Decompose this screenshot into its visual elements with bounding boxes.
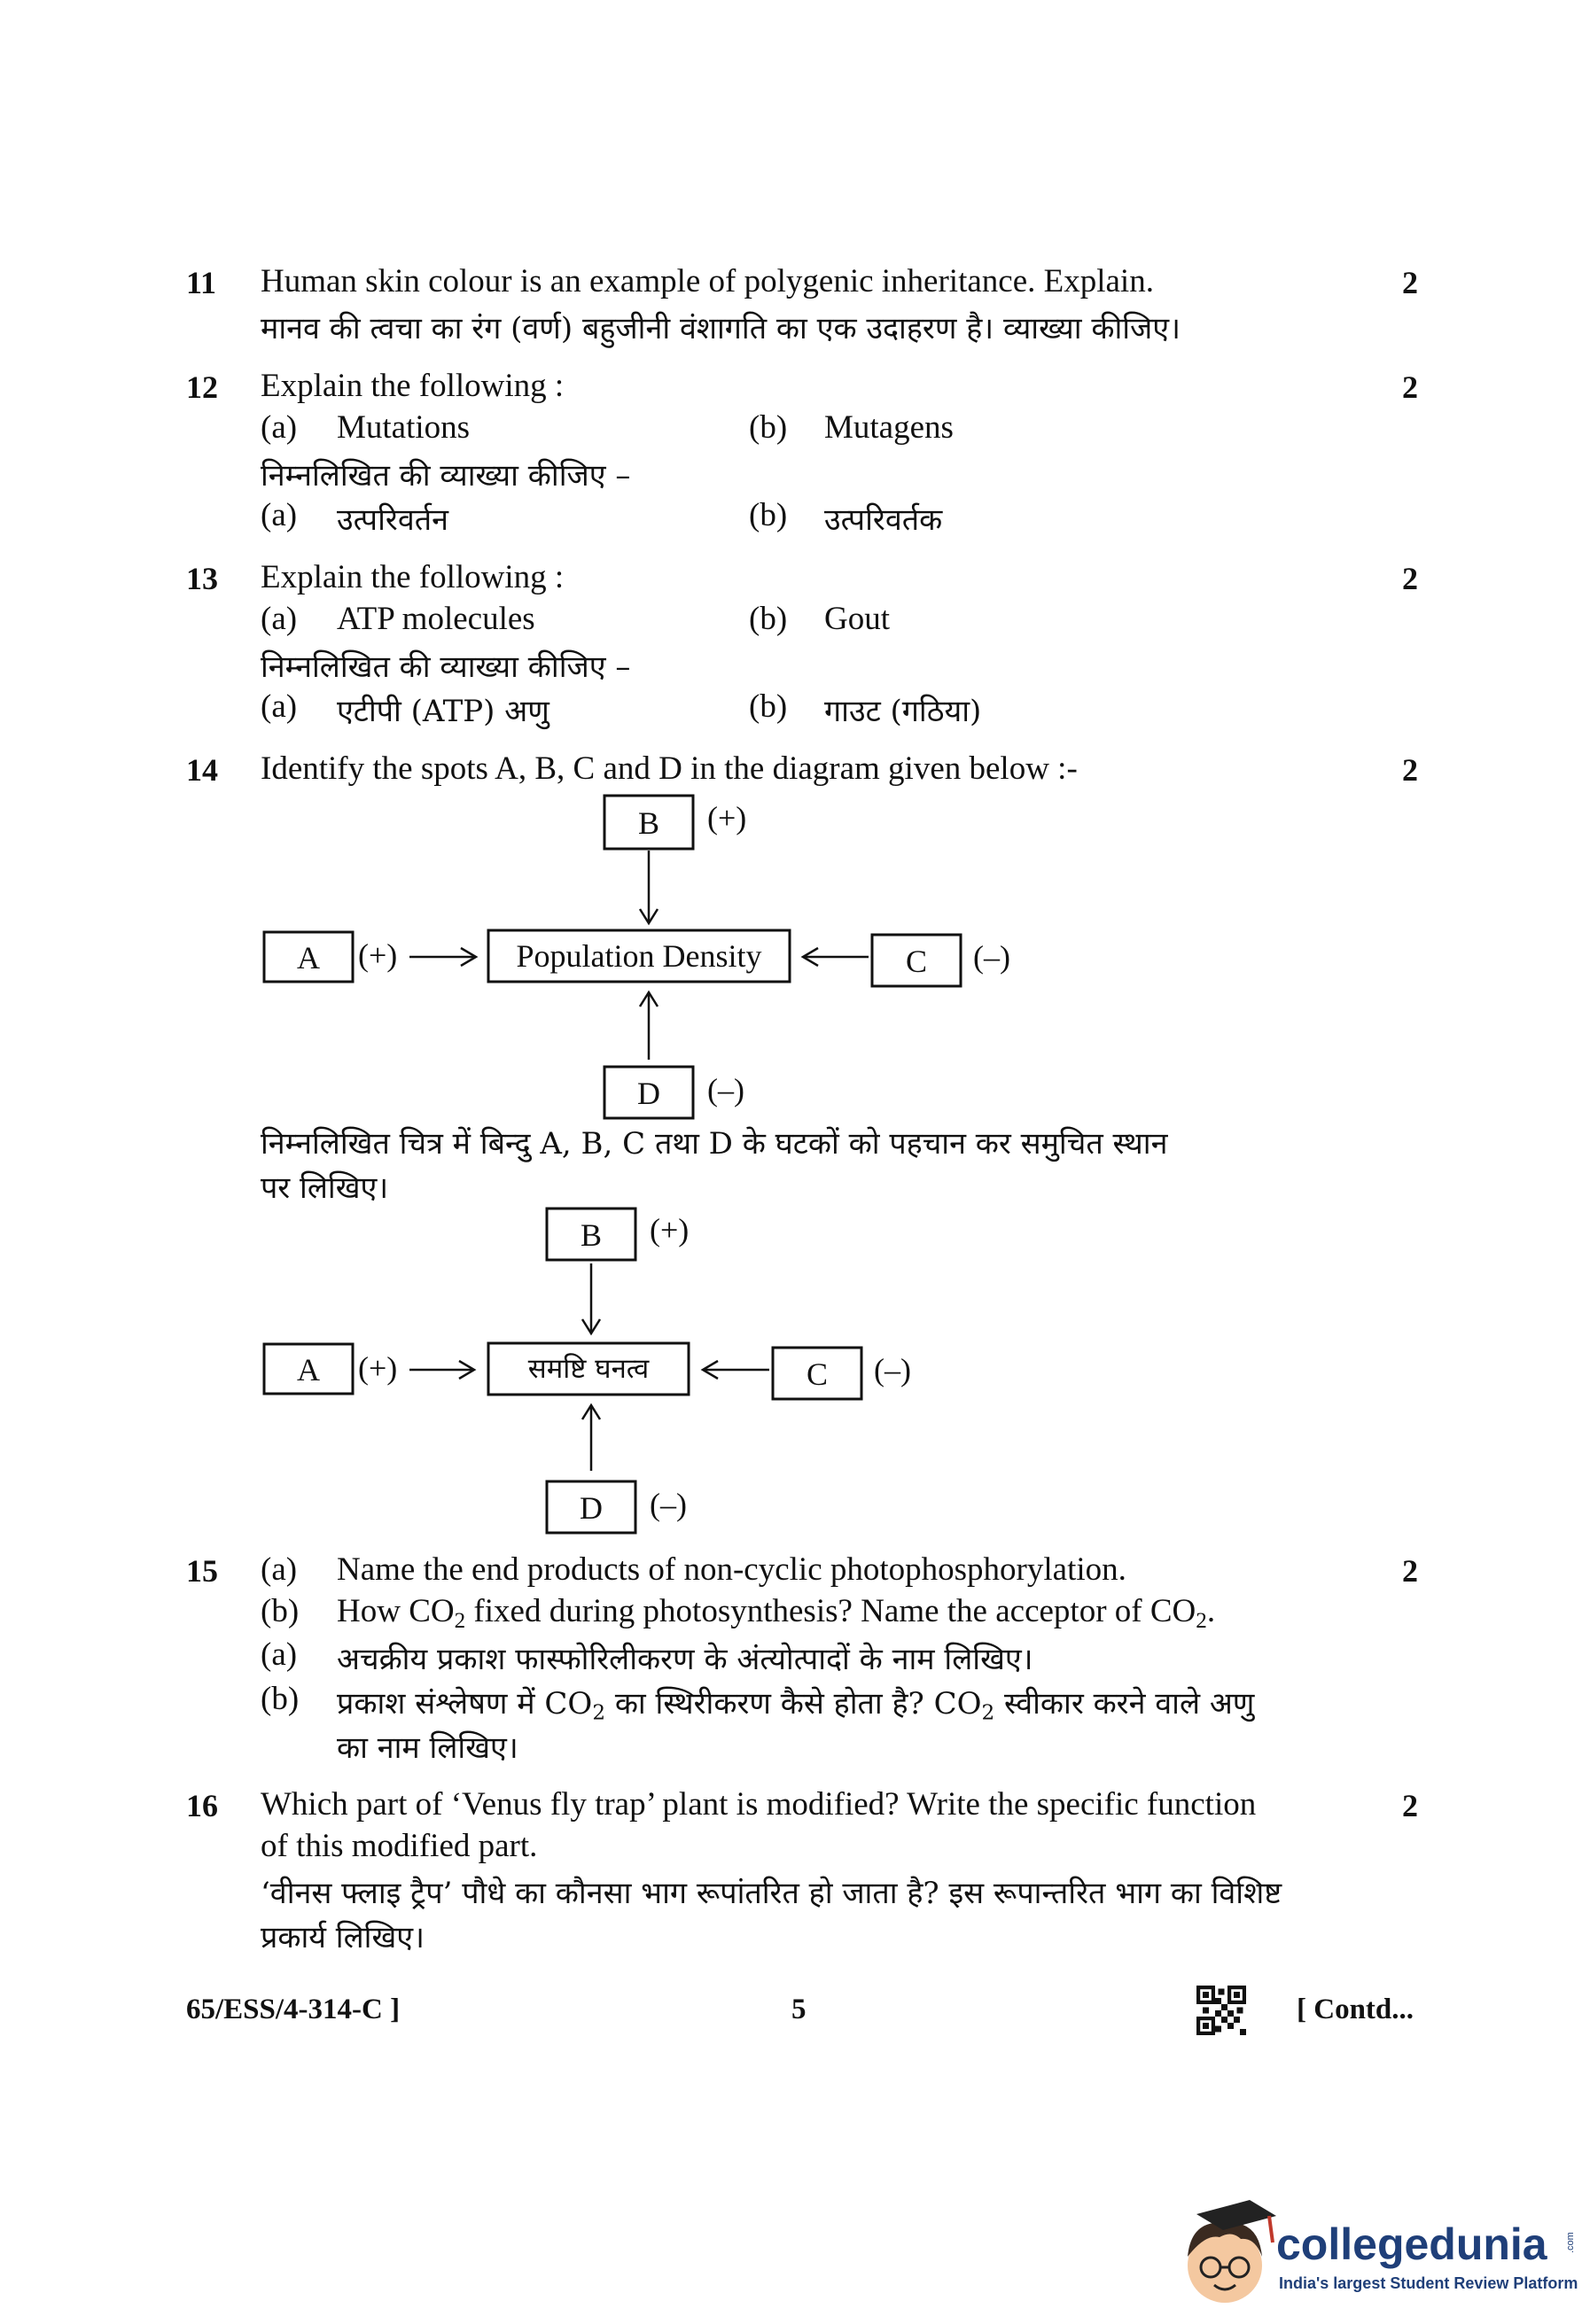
q12-b-hi: उत्परिवर्तक xyxy=(824,502,943,538)
q14-text-en: Identify the spots A, B, C and D in the diagram given below :- xyxy=(261,750,1078,787)
q13-marks: 2 xyxy=(1402,561,1418,596)
qr-code-icon xyxy=(1196,1985,1246,2036)
q15-b-hi-line1: प्रकाश संश्लेषण में $CO_2$ का स्थिरीकरण कैसे होता है? $CO_2$ स्वीकार करने वाले अणु xyxy=(337,1686,1255,1725)
collegedunia-logo xyxy=(1170,2184,1578,2317)
diagram-en-sign-a: (+) xyxy=(358,937,398,973)
q11-marks: 2 xyxy=(1402,265,1418,300)
diagram-en-center-label: Population Density xyxy=(516,938,762,974)
q15-a-hi: अचक्रीय प्रकाश फास्फोरिलीकरण के अंत्योत्पादों के नाम लिखिए। xyxy=(337,1642,1033,1677)
diagram-en xyxy=(264,796,1010,1118)
q15-b-hi-line2: का नाम लिखिए। xyxy=(337,1730,518,1766)
q12-b-label-hi: (b) xyxy=(749,497,788,533)
q11-text-hi: मानव की त्वचा का रंग (वर्ण) बहुजीनी वंशागति का एक उदाहरण है। व्याख्या कीजिए। xyxy=(261,311,1181,346)
q14-text-hi-line1: निम्नलिखित चित्र में बिन्दु A, B, C तथा D के घटकों को पहचान कर समुचित स्थान xyxy=(261,1126,1168,1162)
q15-a-label: (a) xyxy=(261,1551,298,1588)
diagram-en-label-d: D xyxy=(637,1076,660,1111)
q12-a-en: Mutations xyxy=(337,409,471,446)
q13-b-en: Gout xyxy=(824,601,890,637)
q12-b-en: Mutagens xyxy=(824,409,954,446)
q13-b-label: (b) xyxy=(749,601,788,637)
q13-a-hi: एटीपी (ATP) अणु xyxy=(337,694,549,729)
q15-number: 15 xyxy=(186,1553,218,1589)
q12-a-hi: उत्परिवर्तन xyxy=(337,502,448,538)
q15-b-en: How $CO_2$ fixed during photosynthesis? Name the acceptor of $CO_2$. xyxy=(337,1593,1216,1634)
footer-page-number: 5 xyxy=(791,1994,807,2025)
q13-b-hi: गाउट (गठिया) xyxy=(824,694,982,729)
diagram-hi-sign-c: (–) xyxy=(874,1352,911,1387)
q12-text-en: Explain the following : xyxy=(261,368,565,404)
q16-number: 16 xyxy=(186,1788,218,1823)
logo-brand-text: collegedunia xyxy=(1276,2219,1547,2269)
q14-marks: 2 xyxy=(1402,752,1418,788)
q16-text-en-line2: of this modified part. xyxy=(261,1828,538,1864)
q12-a-label: (a) xyxy=(261,409,298,446)
q14-text-hi-line2: पर लिखिए। xyxy=(261,1170,389,1206)
q15-a-en: Name the end products of non-cyclic photophosphorylation. xyxy=(337,1551,1126,1588)
diagram-hi-label-c: C xyxy=(806,1356,829,1392)
logo-dotcom-text: .com xyxy=(1565,2232,1576,2253)
diagram-en-label-c: C xyxy=(905,944,928,979)
q15-b-label: (b) xyxy=(261,1593,300,1629)
diagram-en-sign-d: (–) xyxy=(707,1072,744,1108)
q11-number: 11 xyxy=(186,265,217,300)
q15-marks: 2 xyxy=(1402,1553,1418,1589)
diagram-en-label-a: A xyxy=(297,940,320,975)
diagram-en-sign-b: (+) xyxy=(707,800,747,836)
q13-a-en: ATP molecules xyxy=(337,601,535,637)
q13-a-label-hi: (a) xyxy=(261,688,298,725)
q13-b-label-hi: (b) xyxy=(749,688,788,725)
q13-number: 13 xyxy=(186,561,218,596)
q15-a-label-hi: (a) xyxy=(261,1636,298,1673)
footer-contd: [ Contd... xyxy=(1297,1994,1414,2025)
logo-tagline: India's largest Student Review Platform xyxy=(1279,2274,1578,2292)
q13-a-label: (a) xyxy=(261,601,298,637)
q16-text-hi-line2: प्रकार्य लिखिए। xyxy=(261,1920,425,1955)
diagram-en-label-b: B xyxy=(637,805,660,841)
q12-b-label: (b) xyxy=(749,409,788,446)
q14-number: 14 xyxy=(186,752,218,788)
diagram-hi-sign-a: (+) xyxy=(358,1350,398,1386)
q12-a-label-hi: (a) xyxy=(261,497,298,533)
diagram-en-sign-c: (–) xyxy=(973,939,1010,975)
diagram-hi-label-a: A xyxy=(297,1352,320,1387)
q11-text-en: Human skin colour is an example of polygenic inheritance. Explain. xyxy=(261,263,1154,299)
q16-marks: 2 xyxy=(1402,1788,1418,1823)
q12-number: 12 xyxy=(186,369,218,405)
diagram-hi-label-b: B xyxy=(580,1217,603,1253)
footer-paper-code: 65/ESS/4-314-C ] xyxy=(186,1994,401,2025)
q16-text-en-line1: Which part of ‘Venus fly trap’ plant is modified? Write the specific function xyxy=(261,1786,1257,1823)
diagram-hi-center-label: समष्टि घनत्व xyxy=(527,1353,650,1385)
diagram-hi-sign-d: (–) xyxy=(650,1487,687,1522)
q12-text-hi: निम्नलिखित की व्याख्या कीजिए – xyxy=(261,458,631,494)
q16-text-hi-line1: ‘वीनस फ्लाइ ट्रैप’ पौधे का कौनसा भाग रूपांतरित हो जाता है? इस रूपान्तरित भाग का विशिष्ट xyxy=(261,1876,1282,1911)
q13-text-hi: निम्नलिखित की व्याख्या कीजिए – xyxy=(261,649,631,685)
diagram-hi xyxy=(264,1209,911,1533)
q15-b-label-hi: (b) xyxy=(261,1681,300,1717)
diagram-hi-label-d: D xyxy=(580,1490,603,1526)
q13-text-en: Explain the following : xyxy=(261,559,565,595)
diagram-hi-sign-b: (+) xyxy=(650,1212,690,1247)
mascot-icon xyxy=(1188,2200,1276,2303)
q12-marks: 2 xyxy=(1402,369,1418,405)
